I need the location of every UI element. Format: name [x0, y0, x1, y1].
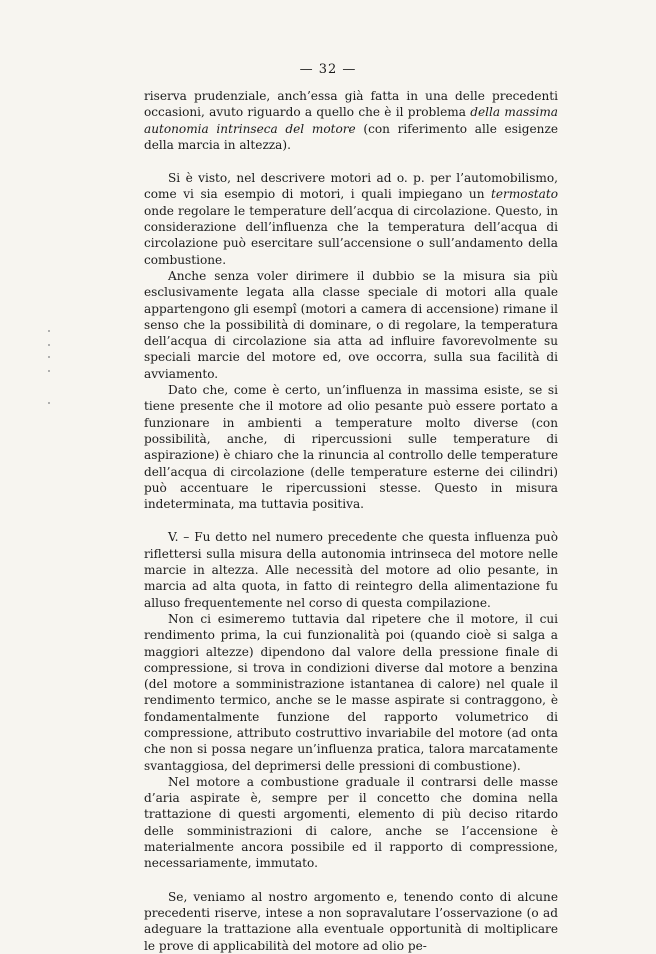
text-run: Si è visto, nel descrivere motori ad o. p. per l’automobilismo, come vi sia esempio di motori, i quali impiegano un: [144, 171, 558, 202]
paragraph-3: [144, 268, 558, 382]
text-run: Nel motore a combustione graduale il contrarsi delle masse d’aria aspirate è, sempre per il concetto che domina nella trattazione di questi argomenti, elemento di più deciso ritardo delle somministrazioni di calore, anche se l’accensione è materialmente ancora possibile ed il rapporto di compressione, necessariamente, immutato.: [144, 774, 558, 871]
paragraph-1: [144, 88, 558, 153]
text-run: V. – Fu detto nel numero precedente che questa influenza può riflettersi sulla misura della autonomia intrinseca del motore nelle marcie in altezza. Alle necessità del motore ad olio pesante, in marcia ad alta quota, in fatto di reintegro della alimentazione fu alluso frequentemente nel corso di questa compilazione.: [144, 530, 558, 610]
paragraph-6: [144, 611, 558, 774]
text-run: onde regolare le temperature dell’acqua di circolazione. Questo, in considerazione dell’influenza che la temperatura dell’acqua di circolazione può esercitare sull’accensione o sull’andamento della combustione.: [144, 203, 558, 267]
paragraph-8: [144, 889, 558, 954]
text-run: Se, veniamo al nostro argomento e, tenendo conto di alcune precedenti riserve, intese a non sopravalutare l’osservazione (o ad adeguare la trattazione alla eventuale opportunità di moltiplicare le prove di applicabilità del motore ad olio pe-: [144, 889, 558, 953]
paragraph-2: [144, 170, 558, 268]
paragraph-5-section-v: [144, 529, 558, 610]
paragraph-7: [144, 774, 558, 872]
text-run: riserva prudenziale, anch’essa già fatta in una delle precedenti occasioni, avuto riguardo a quello che è il problema: [144, 89, 558, 120]
paragraph-4: [144, 382, 558, 512]
italic-phrase: termostato: [491, 187, 558, 202]
text-run: (con riferimento alle esigenze della marcia in altezza).: [144, 121, 558, 152]
italic-phrase: della massima autonomia intrinseca del motore: [144, 105, 558, 136]
page-number: — 32 —: [299, 62, 357, 77]
text-run: Anche senza voler dirimere il dubbio se la misura sia più esclusivamente legata alla classe speciale di motori alla quale appartengono gli esempî (motori a camera di accensione) rimane il senso che la possibilità di dominare, o di regolare, la temperatura dell’acqua di circolazione sia atta ad influire favorevolmente su speciali marcie del motore ed, ove occorra, sulla sua facilità di avviamento.: [144, 268, 558, 381]
text-run: Dato che, come è certo, un’influenza in massima esiste, se si tiene presente che il motore ad olio pesante può essere portato a funzionare in ambienti a temperature molto diverse (con possibilità, anche, di ripercussioni sulle temperature di aspirazione) è chiaro che la rinuncia al controllo delle temperature dell’acqua di circolazione (delle temperature esterne dei cilindri) può accentuare le ripercussioni stesse. Questo in misura indeterminata, ma tuttavia positiva.: [144, 383, 558, 512]
text-run: Non ci esimeremo tuttavia dal ripetere che il motore, il cui rendimento prima, la cui funzionalità poi (quando cioè si salga a maggiori altezze) dipendono dal valore della pressione finale di compressione, si trova in condizioni diverse dal motore a benzina (del motore a somministrazione istantanea di calore) nel quale il rendimento termico, anche se le masse aspirate si contraggono, è fondamentalmente funzione del rapporto volumetrico di compressione, attributo costruttivo invariabile del motore (ad onta che non si possa negare un’influenza pratica, talora marcatamente svantaggiosa, del deprimersi delle pressioni di combustione).: [144, 611, 558, 773]
margin-specks: [48, 330, 52, 410]
body-text: [144, 88, 558, 954]
